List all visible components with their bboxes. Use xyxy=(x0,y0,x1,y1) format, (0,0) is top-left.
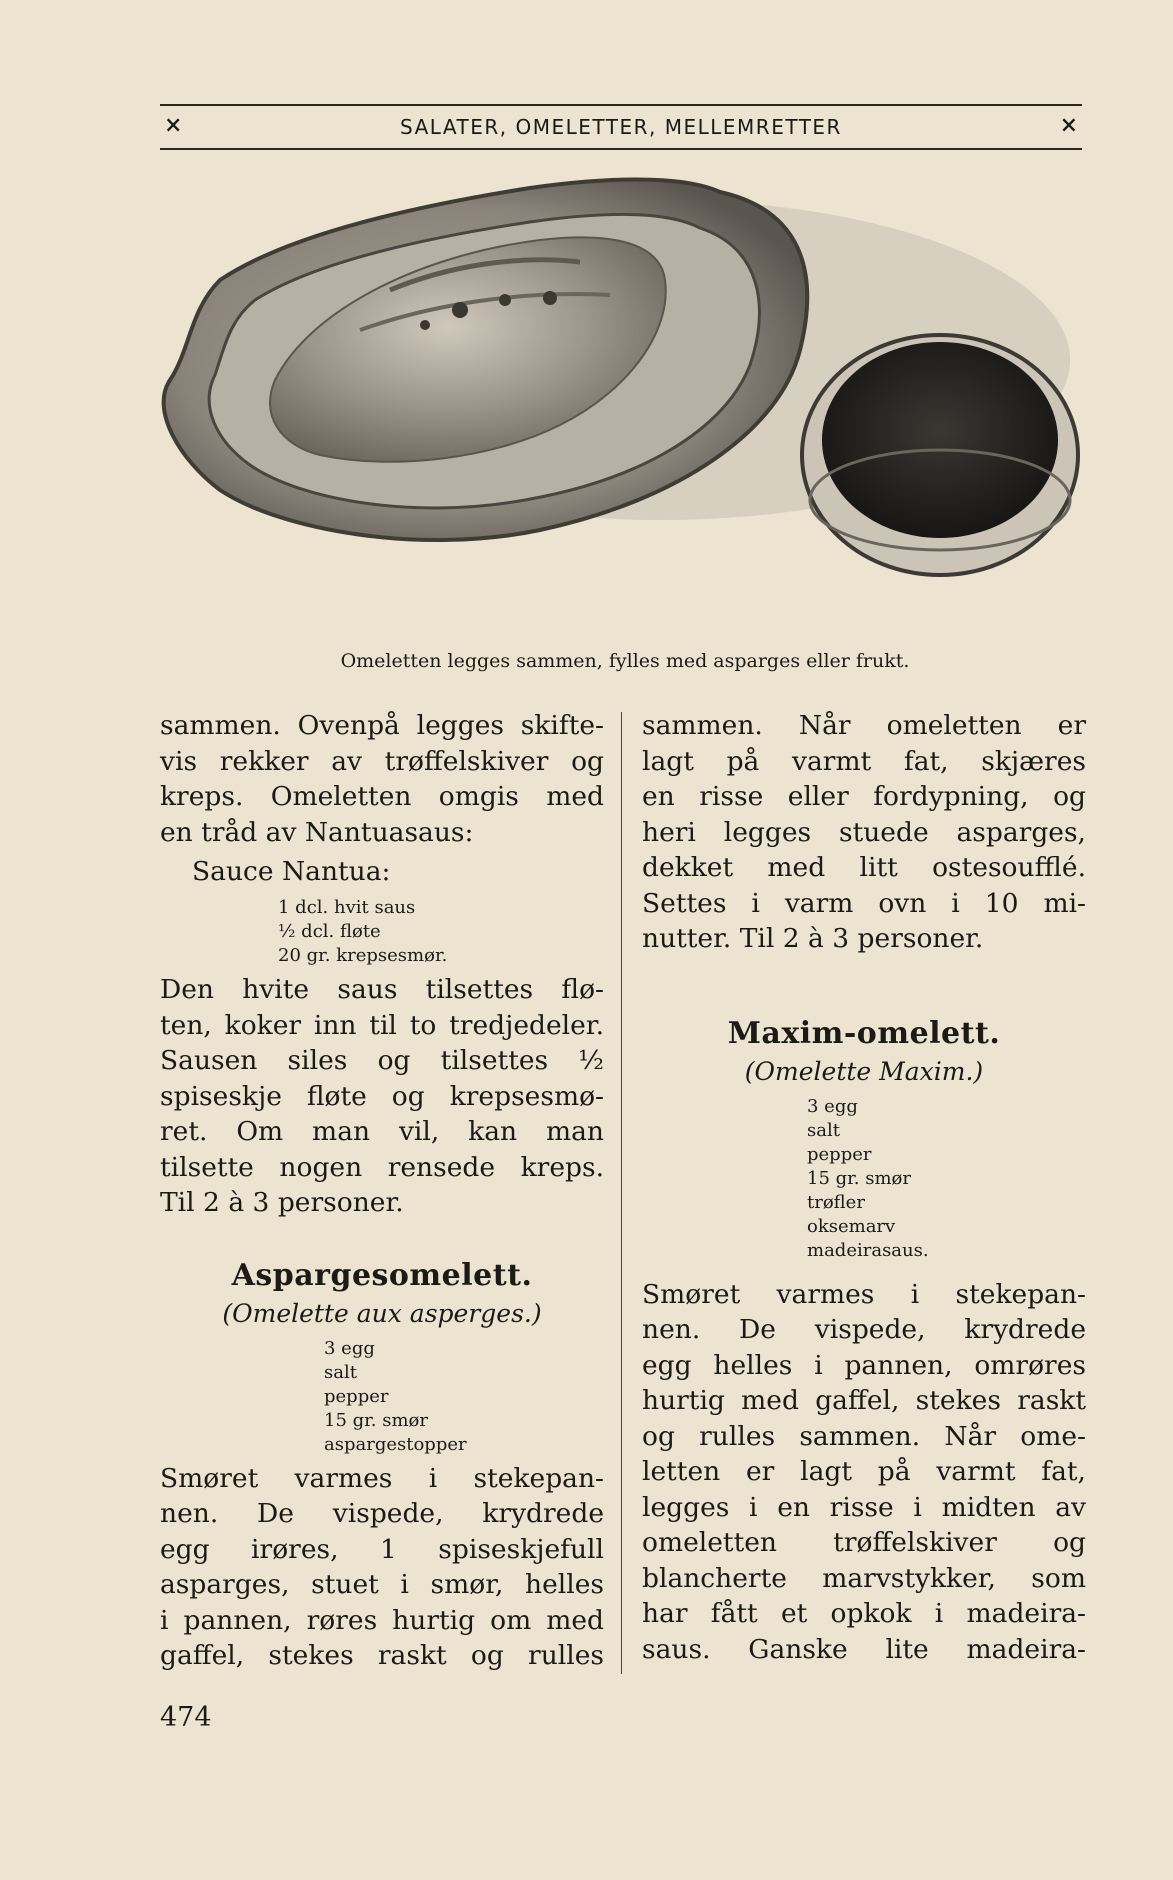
text-line: egg irøres, 1 spiseskjefull xyxy=(160,1533,604,1565)
text-line: Til 2 à 3 personer. xyxy=(160,1187,404,1218)
right-column xyxy=(642,708,1086,1667)
text-line: Settes i varm ovn i 10 mi- xyxy=(642,887,1086,919)
text-line: gaffel, stekes raskt og rulles xyxy=(160,1640,604,1671)
asparges-ingredient-list xyxy=(324,1337,604,1457)
text-line: sammen. Ovenpå legges skifte- xyxy=(160,710,604,741)
text-line: asparges, stuet i smør, helles xyxy=(160,1569,604,1600)
text-line: nen. De vispede, krydrede xyxy=(642,1314,1086,1345)
ingredient-item: pepper xyxy=(807,1143,872,1165)
text-line: har fått et opkok i madeira- xyxy=(642,1598,1086,1629)
recipe-subtitle-maxim: (Omelette Maxim.) xyxy=(744,1056,984,1086)
right-intro-paragraph xyxy=(642,708,1086,957)
text-line: nutter. Til 2 à 3 personer. xyxy=(642,923,984,954)
ingredient-item: ½ dcl. fløte xyxy=(278,921,381,942)
text-line: en tråd av Nantuasaus: xyxy=(160,816,474,848)
recipe-subtitle-asparges: (Omelette aux asperges.) xyxy=(222,1298,542,1328)
text-line: egg helles i pannen, omrøres xyxy=(642,1349,1086,1381)
text-line: tilsette nogen rensede kreps. xyxy=(160,1151,604,1183)
recipe-title-asparges: Aspargesomelett. xyxy=(231,1257,533,1293)
text-line: saus. Ganske lite madeira- xyxy=(642,1633,1086,1665)
ingredient-item: 20 gr. krepsesmør. xyxy=(278,945,448,966)
sauce-paragraph xyxy=(160,972,604,1221)
recipe-title-maxim: Maxim-omelett. xyxy=(727,1015,1001,1051)
ingredient-item: pepper xyxy=(324,1385,389,1407)
text-line: letten er lagt på varmt fat, xyxy=(642,1456,1086,1487)
ingredient-item: trøfler xyxy=(807,1191,865,1213)
text-line: kreps. Omeletten omgis med xyxy=(160,781,604,812)
maxim-paragraph xyxy=(642,1277,1086,1668)
text-line: nen. De vispede, krydrede xyxy=(160,1498,604,1529)
ingredient-item: madeirasaus. xyxy=(807,1239,929,1261)
ingredient-item: aspargestopper xyxy=(324,1433,467,1455)
ingredient-item: 15 gr. smør xyxy=(807,1167,911,1189)
ingredient-item: oksemarv xyxy=(807,1215,896,1237)
text-line: en risse eller fordypning, og xyxy=(642,781,1086,812)
omelette-photo xyxy=(160,170,1090,640)
column-divider xyxy=(621,712,622,1674)
text-line: Smøret varmes i stekepan- xyxy=(160,1462,604,1494)
text-line: legges i en risse i midten av xyxy=(642,1491,1086,1523)
text-line: blancherte marvstykker, som xyxy=(642,1562,1086,1594)
text-line: vis rekker av trøffelskiver og xyxy=(160,745,604,777)
text-line: heri legges stuede asparges, xyxy=(642,816,1086,848)
text-line: dekket med litt ostesoufflé. xyxy=(642,852,1086,883)
text-line: og rulles sammen. Når ome- xyxy=(642,1420,1086,1452)
text-line: Sausen siles og tilsettes ½ xyxy=(160,1045,604,1076)
ingredient-item: salt xyxy=(324,1361,357,1383)
header-right-mark: × xyxy=(1059,112,1078,138)
running-header xyxy=(160,104,1082,150)
text-line: Smøret varmes i stekepan- xyxy=(642,1278,1086,1310)
ingredient-item: 3 egg xyxy=(807,1095,858,1117)
left-column xyxy=(160,708,604,1674)
page-number: 474 xyxy=(160,1702,212,1733)
sauce-title: Sauce Nantua: xyxy=(192,856,391,887)
asparges-paragraph xyxy=(160,1461,604,1674)
text-line: i pannen, røres hurtig om med xyxy=(160,1604,604,1636)
text-line: Den hvite saus tilsettes flø- xyxy=(160,974,604,1005)
maxim-ingredient-list xyxy=(807,1095,1086,1263)
ingredient-item: 1 dcl. hvit saus xyxy=(278,897,416,918)
photo-caption: Omeletten legges sammen, fylles med asparges eller frukt. xyxy=(340,650,910,672)
text-line: ten, koker inn til to tredjedeler. xyxy=(160,1009,604,1041)
header-left-mark: × xyxy=(164,112,183,138)
text-line: ret. Om man vil, kan man xyxy=(160,1116,604,1147)
text-line: sammen. Når omeletten er xyxy=(642,710,1086,741)
sauce-ingredient-list xyxy=(278,896,604,968)
text-line: omeletten trøffelskiver og xyxy=(642,1527,1086,1558)
header-title: SALATER, OMELETTER, MELLEMRETTER xyxy=(400,115,842,139)
ingredient-item: salt xyxy=(807,1119,840,1141)
text-line: hurtig med gaffel, stekes raskt xyxy=(642,1385,1086,1416)
ingredient-item: 3 egg xyxy=(324,1337,375,1359)
ingredient-item: 15 gr. smør xyxy=(324,1409,428,1431)
left-intro-paragraph xyxy=(160,708,604,850)
text-line: lagt på varmt fat, skjæres xyxy=(642,745,1086,777)
text-line: spiseskje fløte og krepsesmø- xyxy=(160,1080,604,1112)
